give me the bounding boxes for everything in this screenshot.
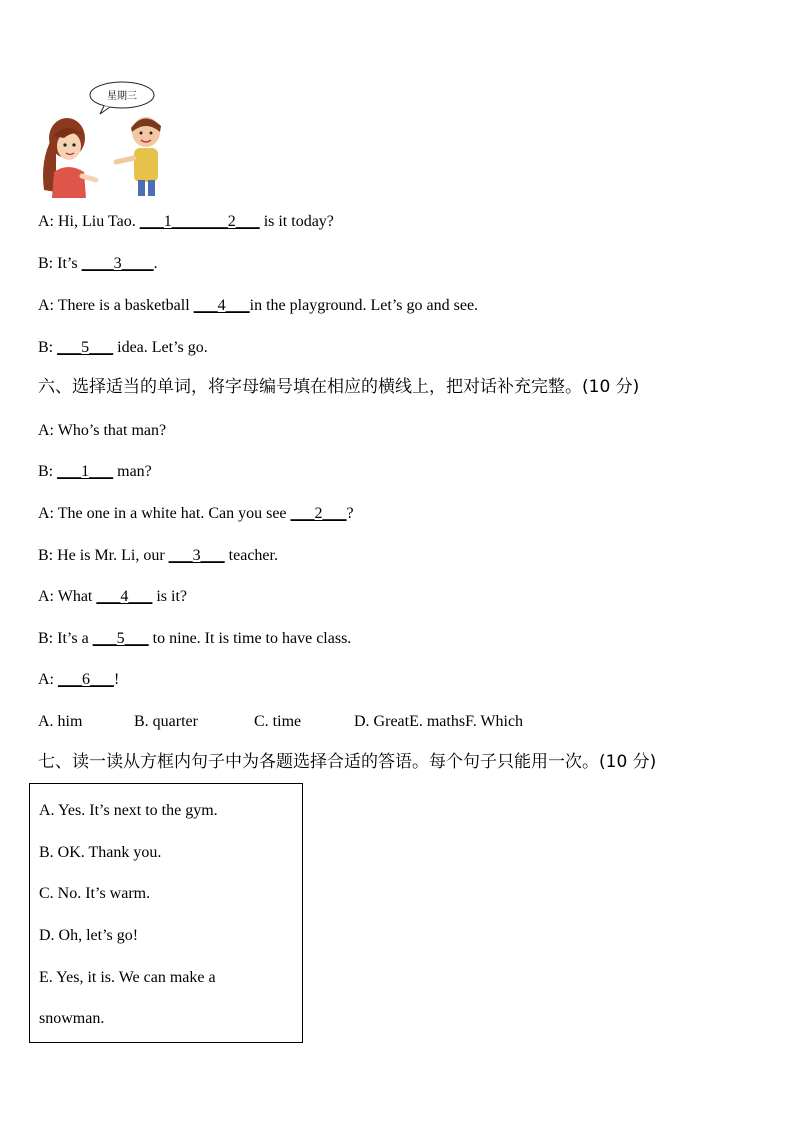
dialogue-text: idea. Let’s go. [113, 339, 208, 356]
dialogue-text: A: [38, 671, 58, 688]
answer-blank[interactable]: ___5___ [57, 339, 114, 356]
dialogue-text: A: Who’s that man? [38, 422, 167, 439]
dialogue-text: B: It’s [38, 255, 82, 272]
section-6-heading: 六、选择适当的单词，将字母编号填在相应的横线上，把对话补充完整。(10 分) [38, 377, 640, 397]
s6-line-5 [38, 587, 187, 607]
dialogue-text: . [153, 255, 158, 272]
section-7-heading: 七、读一读从方框内句子中为各题选择合适的答语。每个句子只能用一次。(10 分) [38, 752, 657, 772]
answer-blank[interactable]: ___4___ [193, 297, 250, 314]
option-a: A. him [38, 713, 83, 730]
choice-b: B. OK. Thank you. [39, 844, 162, 861]
s6-options [38, 712, 523, 732]
speech-bubble-text: 星期三 [107, 91, 137, 102]
choice-c: C. No. It’s warm. [39, 885, 151, 902]
answer-blank[interactable]: ___1___ [57, 463, 114, 480]
boy-figure [116, 117, 161, 196]
dialogue-line-1 [38, 212, 334, 232]
dialogue-line-3 [38, 296, 478, 316]
s6-line-2 [38, 462, 152, 482]
illustration-girl-boy [34, 80, 174, 200]
s6-line-1 [38, 421, 166, 441]
answer-blank[interactable]: ___1_______2___ [139, 213, 260, 230]
dialogue-text: is it today? [259, 213, 334, 230]
s6-line-7 [38, 670, 119, 690]
dialogue-text: A: There is a basketball [38, 297, 194, 314]
dialogue-text: A: Hi, Liu Tao. [38, 213, 140, 230]
option-d-e-f: D. GreatE. mathsF. Which [354, 713, 524, 730]
choice-e: E. Yes, it is. We can make a [39, 969, 216, 986]
choice-a: A. Yes. It’s next to the gym. [39, 802, 218, 819]
dialogue-line-2 [38, 254, 158, 274]
dialogue-text: in the playground. Let’s go and see. [249, 297, 479, 314]
choice-d: D. Oh, let’s go! [39, 927, 139, 944]
dialogue-text: A: The one in a white hat. Can you see [38, 505, 291, 522]
answer-blank[interactable]: ___4___ [96, 588, 153, 605]
dialogue-text: ? [346, 505, 354, 522]
dialogue-text: B: He is Mr. Li, our [38, 547, 169, 564]
answer-blank[interactable]: ___3___ [168, 547, 225, 564]
answer-blank[interactable]: ___5___ [92, 630, 149, 647]
dialogue-text: B: It’s a [38, 630, 93, 647]
s6-line-3 [38, 504, 354, 524]
dialogue-text: B: [38, 339, 58, 356]
option-b: B. quarter [134, 713, 198, 730]
dialogue-text: to nine. It is time to have class. [148, 630, 352, 647]
speech-bubble [90, 82, 154, 114]
girl-figure [43, 118, 96, 198]
s6-line-4 [38, 546, 278, 566]
dialogue-line-4 [38, 338, 208, 358]
dialogue-text: A: What [38, 588, 97, 605]
dialogue-text: is it? [152, 588, 188, 605]
answer-choices-box [29, 783, 303, 1043]
choice-e-continued: snowman. [39, 1010, 105, 1027]
dialogue-text: teacher. [224, 547, 278, 564]
answer-blank[interactable]: ____3____ [81, 255, 154, 272]
dialogue-text: ! [114, 671, 120, 688]
dialogue-text: man? [113, 463, 152, 480]
s6-line-6 [38, 629, 351, 649]
answer-blank[interactable]: ___6___ [58, 671, 114, 688]
answer-blank[interactable]: ___2___ [290, 505, 347, 522]
option-c: C. time [254, 713, 302, 730]
dialogue-text: B: [38, 463, 58, 480]
